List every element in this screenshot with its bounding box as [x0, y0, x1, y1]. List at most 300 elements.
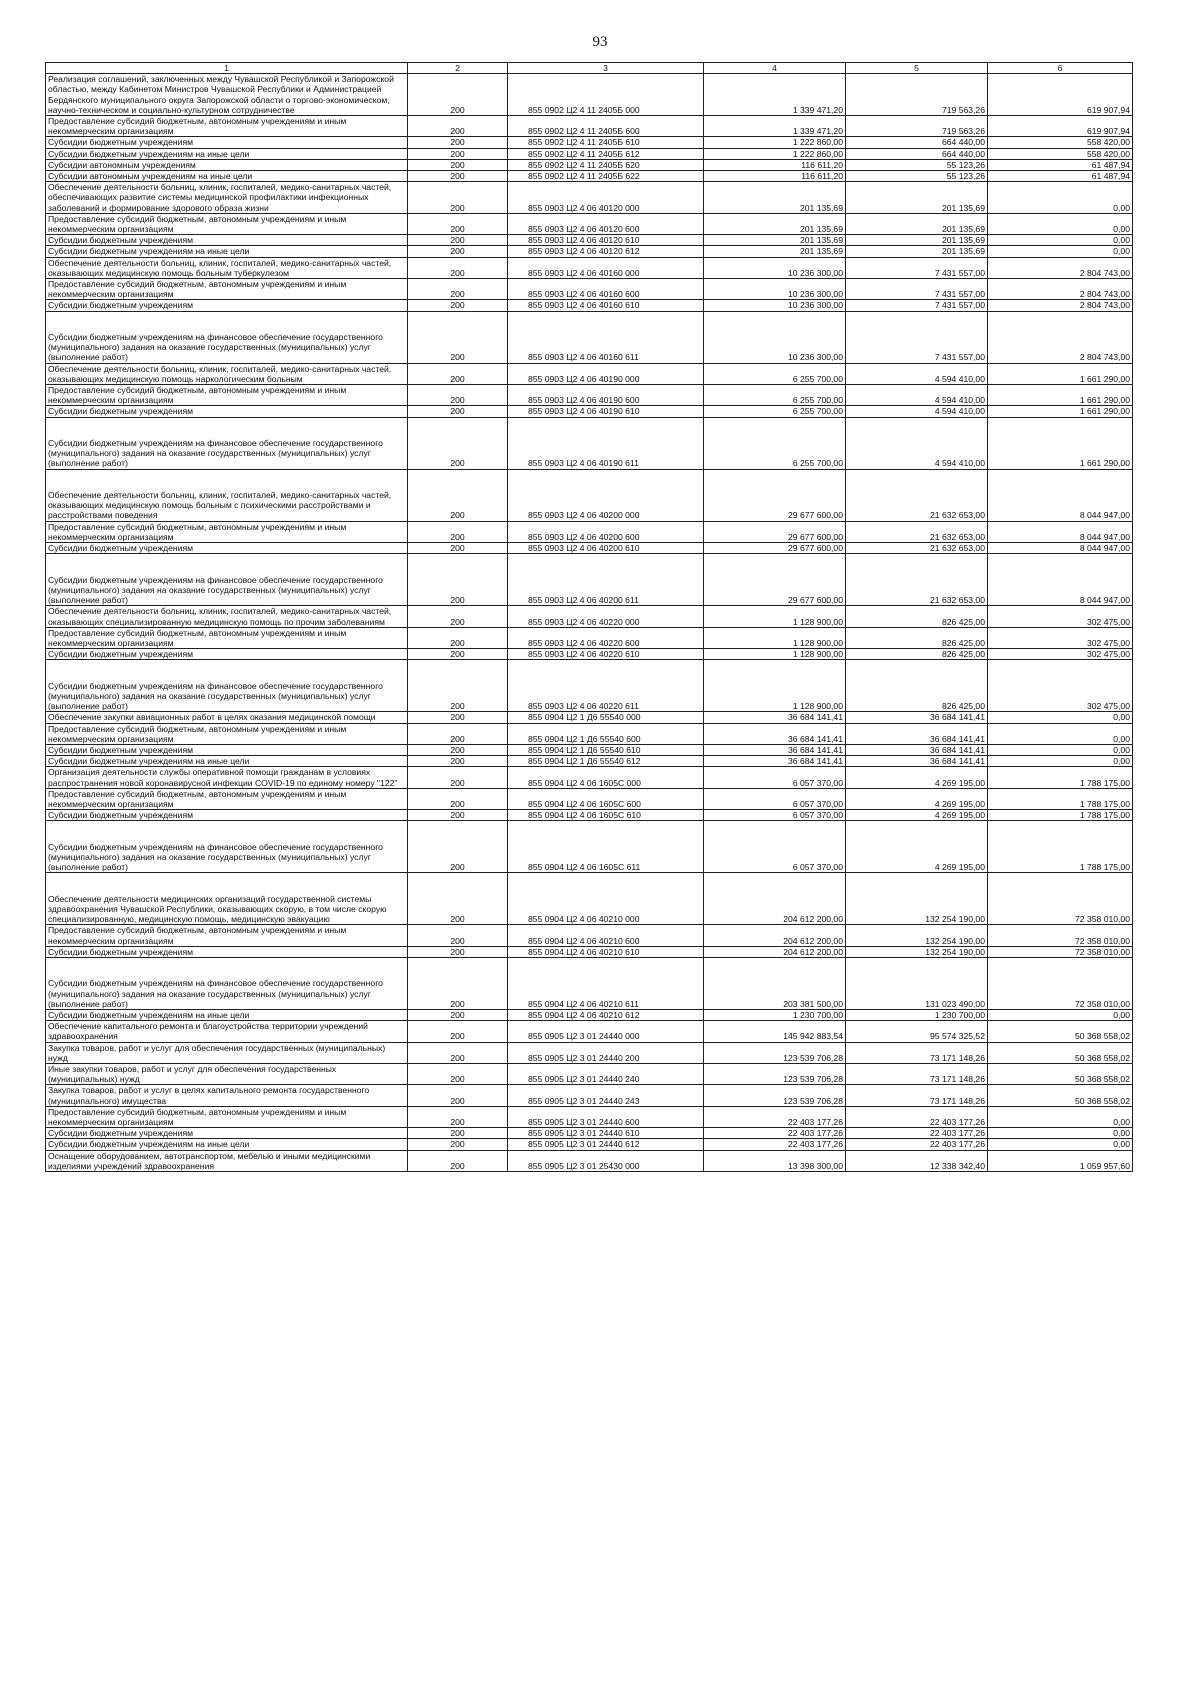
table-row: [46, 159, 1133, 170]
row-name-cell: Субсидии бюджетным учреждениям на финансовое обеспечение государственного (муниципального) задания на оказание государственных (муниципальных) услуг (выполнение работ): [46, 417, 408, 469]
row-name-cell: Предоставление субсидий бюджетным, автономным учреждениям и иным некоммерческим организациям: [46, 627, 408, 648]
row-code-cell: 200: [408, 406, 508, 417]
row-value-col6: 0,00: [988, 1009, 1133, 1020]
row-value-col5: 201 135,69: [846, 182, 988, 214]
row-name-cell: Организация деятельности службы оперативной помощи гражданам в условиях распространения новой коронавирусной инфекции COVID-19 по единому номеру "122": [46, 767, 408, 788]
row-value-col6: 302 475,00: [988, 627, 1133, 648]
table-row: [46, 311, 1133, 363]
row-name-cell: Предоставление субсидий бюджетным, автономным учреждениям и иным некоммерческим организациям: [46, 925, 408, 946]
row-code-cell: 200: [408, 116, 508, 137]
row-kbk-cell: 855 0905 Ц2 3 01 24440 600: [508, 1106, 704, 1127]
table-row: [46, 279, 1133, 300]
row-name-cell: Субсидии бюджетным учреждениям: [46, 300, 408, 311]
row-value-col4: 201 135,69: [704, 213, 846, 234]
row-value-col6: 2 804 743,00: [988, 311, 1133, 363]
row-name-cell: Предоставление субсидий бюджетным, автономным учреждениям и иным некоммерческим организациям: [46, 279, 408, 300]
row-name-cell: Предоставление субсидий бюджетным, автономным учреждениям и иным некоммерческим организациям: [46, 788, 408, 809]
table-row: [46, 1021, 1133, 1042]
row-code-cell: 200: [408, 606, 508, 627]
row-kbk-cell: 855 0903 Ц2 4 06 40120 612: [508, 246, 704, 257]
row-value-col4: 1 128 900,00: [704, 660, 846, 712]
row-value-col6: 8 044 947,00: [988, 543, 1133, 554]
row-value-col4: 36 684 141,41: [704, 712, 846, 723]
row-code-cell: 200: [408, 873, 508, 925]
row-code-cell: 200: [408, 171, 508, 182]
row-value-col4: 1 339 471,20: [704, 74, 846, 116]
row-value-col4: 1 230 700,00: [704, 1009, 846, 1020]
row-code-cell: 200: [408, 1150, 508, 1171]
table-row: [46, 1106, 1133, 1127]
row-value-col5: 132 254 190,00: [846, 925, 988, 946]
row-value-col4: 145 942 883,54: [704, 1021, 846, 1042]
row-value-col5: 826 425,00: [846, 606, 988, 627]
row-kbk-cell: 855 0902 Ц2 4 11 2405Б 610: [508, 137, 704, 148]
row-code-cell: 200: [408, 363, 508, 384]
row-value-col5: 21 632 653,00: [846, 554, 988, 606]
row-name-cell: Обеспечение деятельности больниц, клиник, госпиталей, медико-санитарных частей, оказывающих медицинскую помощь наркологическим больным: [46, 363, 408, 384]
row-kbk-cell: 855 0903 Ц2 4 06 40220 610: [508, 649, 704, 660]
row-name-cell: Субсидии бюджетным учреждениям: [46, 649, 408, 660]
row-value-col5: 1 230 700,00: [846, 1009, 988, 1020]
row-value-col5: 201 135,69: [846, 213, 988, 234]
table-row: [46, 712, 1133, 723]
table-row: [46, 182, 1133, 214]
table-row: [46, 74, 1133, 116]
row-name-cell: Субсидии бюджетным учреждениям на финансовое обеспечение государственного (муниципального) задания на оказание государственных (муниципальных) услуг (выполнение работ): [46, 957, 408, 1009]
row-value-col6: 1 788 175,00: [988, 821, 1133, 873]
row-name-cell: Закупка товаров, работ и услуг в целях капитального ремонта государственного (муниципального) имущества: [46, 1085, 408, 1106]
row-value-col5: 36 684 141,41: [846, 723, 988, 744]
row-value-col6: 50 368 558,02: [988, 1042, 1133, 1063]
row-value-col6: 0,00: [988, 246, 1133, 257]
row-kbk-cell: 855 0905 Ц2 3 01 24440 240: [508, 1063, 704, 1084]
header-col-4: 4: [704, 63, 846, 74]
table-row: [46, 1009, 1133, 1020]
row-value-col5: 4 269 195,00: [846, 821, 988, 873]
row-code-cell: 200: [408, 469, 508, 521]
row-value-col6: 1 788 175,00: [988, 788, 1133, 809]
row-name-cell: Субсидии бюджетным учреждениям на иные цели: [46, 246, 408, 257]
row-value-col5: 131 023 490,00: [846, 957, 988, 1009]
row-value-col6: 2 804 743,00: [988, 257, 1133, 278]
header-col-1: 1: [46, 63, 408, 74]
row-value-col5: 36 684 141,41: [846, 756, 988, 767]
row-value-col6: 0,00: [988, 1106, 1133, 1127]
row-value-col4: 6 057 370,00: [704, 810, 846, 821]
row-value-col6: 0,00: [988, 1139, 1133, 1150]
row-kbk-cell: 855 0902 Ц2 4 11 2405Б 620: [508, 159, 704, 170]
row-value-col5: 73 171 148,26: [846, 1063, 988, 1084]
row-kbk-cell: 855 0904 Ц2 4 06 40210 612: [508, 1009, 704, 1020]
row-value-col5: 7 431 557,00: [846, 257, 988, 278]
row-name-cell: Субсидии бюджетным учреждениям: [46, 810, 408, 821]
row-code-cell: 200: [408, 279, 508, 300]
row-kbk-cell: 855 0903 Ц2 4 06 40160 000: [508, 257, 704, 278]
row-value-col6: 72 358 010,00: [988, 925, 1133, 946]
row-code-cell: 200: [408, 137, 508, 148]
row-code-cell: 200: [408, 74, 508, 116]
table-row: [46, 1139, 1133, 1150]
table-row: [46, 417, 1133, 469]
header-col-6: 6: [988, 63, 1133, 74]
row-value-col4: 29 677 600,00: [704, 469, 846, 521]
row-value-col4: 29 677 600,00: [704, 521, 846, 542]
table-row: [46, 521, 1133, 542]
row-code-cell: 200: [408, 810, 508, 821]
row-value-col5: 22 403 177,26: [846, 1128, 988, 1139]
row-code-cell: 200: [408, 767, 508, 788]
row-code-cell: 200: [408, 300, 508, 311]
row-name-cell: Обеспечение деятельности медицинских организаций государственной системы здравоохранения Чувашской Республики, оказывающих скорую, в том числе скорую специализированную, медицинскую помощь, медицинскую эвакуацию: [46, 873, 408, 925]
row-value-col4: 6 057 370,00: [704, 821, 846, 873]
row-code-cell: 200: [408, 925, 508, 946]
row-name-cell: Оснащение оборудованием, автотранспортом, мебелью и иными медицинскими изделиями учреждений здравоохранения: [46, 1150, 408, 1171]
row-code-cell: 200: [408, 554, 508, 606]
table-row: [46, 1042, 1133, 1063]
row-value-col4: 116 611,20: [704, 171, 846, 182]
row-kbk-cell: 855 0902 Ц2 4 11 2405Б 000: [508, 74, 704, 116]
row-value-col5: 4 269 195,00: [846, 767, 988, 788]
row-value-col6: 0,00: [988, 182, 1133, 214]
row-value-col4: 123 539 706,28: [704, 1063, 846, 1084]
row-code-cell: 200: [408, 213, 508, 234]
row-name-cell: Субсидии бюджетным учреждениям на иные цели: [46, 756, 408, 767]
row-kbk-cell: 855 0905 Ц2 3 01 25430 000: [508, 1150, 704, 1171]
budget-table-container: [45, 62, 1132, 1172]
row-value-col4: 22 403 177,26: [704, 1128, 846, 1139]
table-row: [46, 756, 1133, 767]
row-kbk-cell: 855 0903 Ц2 4 06 40190 610: [508, 406, 704, 417]
row-kbk-cell: 855 0903 Ц2 4 06 40120 600: [508, 213, 704, 234]
row-value-col6: 8 044 947,00: [988, 554, 1133, 606]
row-value-col4: 204 612 200,00: [704, 925, 846, 946]
row-value-col4: 10 236 300,00: [704, 300, 846, 311]
row-kbk-cell: 855 0905 Ц2 3 01 24440 000: [508, 1021, 704, 1042]
page-number: 93: [592, 34, 608, 50]
row-code-cell: 200: [408, 627, 508, 648]
row-value-col4: 10 236 300,00: [704, 279, 846, 300]
table-row: [46, 627, 1133, 648]
row-value-col4: 6 255 700,00: [704, 363, 846, 384]
row-name-cell: Субсидии бюджетным учреждениям: [46, 543, 408, 554]
row-value-col6: 1 059 957,60: [988, 1150, 1133, 1171]
row-code-cell: 200: [408, 1009, 508, 1020]
row-name-cell: Субсидии бюджетным учреждениям: [46, 946, 408, 957]
row-kbk-cell: 855 0903 Ц2 4 06 40200 610: [508, 543, 704, 554]
row-value-col5: 4 269 195,00: [846, 810, 988, 821]
row-kbk-cell: 855 0903 Ц2 4 06 40200 000: [508, 469, 704, 521]
row-name-cell: Обеспечение закупки авиационных работ в целях оказания медицинской помощи: [46, 712, 408, 723]
row-value-col5: 7 431 557,00: [846, 311, 988, 363]
table-row: [46, 257, 1133, 278]
table-row: [46, 925, 1133, 946]
table-row: [46, 1128, 1133, 1139]
row-value-col5: 95 574 325,52: [846, 1021, 988, 1042]
row-value-col5: 22 403 177,26: [846, 1106, 988, 1127]
row-value-col5: 36 684 141,41: [846, 744, 988, 755]
table-row: [46, 246, 1133, 257]
row-value-col5: 12 338 342,40: [846, 1150, 988, 1171]
row-value-col6: 0,00: [988, 235, 1133, 246]
row-value-col6: 1 661 290,00: [988, 406, 1133, 417]
row-value-col6: 0,00: [988, 213, 1133, 234]
row-value-col5: 719 563,26: [846, 116, 988, 137]
row-name-cell: Субсидии автономным учреждениям на иные цели: [46, 171, 408, 182]
row-kbk-cell: 855 0904 Ц2 4 06 1605С 600: [508, 788, 704, 809]
row-value-col4: 201 135,69: [704, 246, 846, 257]
row-value-col5: 73 171 148,26: [846, 1042, 988, 1063]
row-kbk-cell: 855 0905 Ц2 3 01 24440 612: [508, 1139, 704, 1150]
row-value-col4: 116 611,20: [704, 159, 846, 170]
row-value-col5: 73 171 148,26: [846, 1085, 988, 1106]
row-name-cell: Субсидии бюджетным учреждениям на иные цели: [46, 1009, 408, 1020]
row-value-col4: 29 677 600,00: [704, 554, 846, 606]
row-value-col4: 10 236 300,00: [704, 257, 846, 278]
row-value-col6: 8 044 947,00: [988, 469, 1133, 521]
row-value-col4: 6 057 370,00: [704, 767, 846, 788]
row-value-col4: 36 684 141,41: [704, 744, 846, 755]
row-value-col4: 204 612 200,00: [704, 946, 846, 957]
row-value-col6: 1 788 175,00: [988, 810, 1133, 821]
table-row: [46, 1085, 1133, 1106]
row-value-col5: 132 254 190,00: [846, 946, 988, 957]
row-value-col5: 4 594 410,00: [846, 406, 988, 417]
row-name-cell: Субсидии автономным учреждениям: [46, 159, 408, 170]
row-code-cell: 200: [408, 159, 508, 170]
row-value-col6: 302 475,00: [988, 660, 1133, 712]
row-value-col6: 1 661 290,00: [988, 417, 1133, 469]
row-value-col6: 72 358 010,00: [988, 946, 1133, 957]
row-value-col6: 1 661 290,00: [988, 385, 1133, 406]
row-value-col6: 2 804 743,00: [988, 279, 1133, 300]
row-value-col5: 21 632 653,00: [846, 543, 988, 554]
table-row: [46, 788, 1133, 809]
table-row: [46, 767, 1133, 788]
row-name-cell: Предоставление субсидий бюджетным, автономным учреждениям и иным некоммерческим организациям: [46, 521, 408, 542]
table-row: [46, 821, 1133, 873]
row-value-col4: 6 057 370,00: [704, 788, 846, 809]
row-kbk-cell: 855 0903 Ц2 4 06 40190 611: [508, 417, 704, 469]
row-code-cell: 200: [408, 417, 508, 469]
row-value-col5: 201 135,69: [846, 246, 988, 257]
row-value-col6: 61 487,94: [988, 159, 1133, 170]
table-row: [46, 649, 1133, 660]
row-value-col5: 36 684 141,41: [846, 712, 988, 723]
row-value-col6: 72 358 010,00: [988, 957, 1133, 1009]
row-value-col6: 0,00: [988, 744, 1133, 755]
table-row: [46, 300, 1133, 311]
row-value-col4: 6 255 700,00: [704, 417, 846, 469]
table-row: [46, 873, 1133, 925]
row-name-cell: Обеспечение деятельности больниц, клиник, госпиталей, медико-санитарных частей, оказывающих специализированную медицинскую помощь по прочим заболеваниям: [46, 606, 408, 627]
row-value-col5: 826 425,00: [846, 649, 988, 660]
row-kbk-cell: 855 0903 Ц2 4 06 40160 611: [508, 311, 704, 363]
row-value-col4: 201 135,69: [704, 235, 846, 246]
table-row: [46, 137, 1133, 148]
row-value-col4: 36 684 141,41: [704, 723, 846, 744]
table-row: [46, 1063, 1133, 1084]
row-name-cell: Субсидии бюджетным учреждениям: [46, 235, 408, 246]
row-value-col4: 36 684 141,41: [704, 756, 846, 767]
row-value-col6: 50 368 558,02: [988, 1085, 1133, 1106]
row-code-cell: 200: [408, 660, 508, 712]
row-name-cell: Предоставление субсидий бюджетным, автономным учреждениям и иным некоммерческим организациям: [46, 385, 408, 406]
row-value-col5: 4 594 410,00: [846, 417, 988, 469]
row-code-cell: 200: [408, 1085, 508, 1106]
row-code-cell: 200: [408, 521, 508, 542]
table-row: [46, 406, 1133, 417]
row-kbk-cell: 855 0902 Ц2 4 11 2405Б 622: [508, 171, 704, 182]
row-kbk-cell: 855 0903 Ц2 4 06 40120 610: [508, 235, 704, 246]
row-name-cell: Субсидии бюджетным учреждениям: [46, 406, 408, 417]
row-value-col5: 719 563,26: [846, 74, 988, 116]
row-name-cell: Субсидии бюджетным учреждениям на иные цели: [46, 1139, 408, 1150]
table-row: [46, 148, 1133, 159]
row-value-col6: 302 475,00: [988, 649, 1133, 660]
row-code-cell: 200: [408, 311, 508, 363]
table-row: [46, 235, 1133, 246]
row-value-col6: 50 368 558,02: [988, 1063, 1133, 1084]
row-kbk-cell: 855 0904 Ц2 4 06 40210 611: [508, 957, 704, 1009]
row-code-cell: 200: [408, 946, 508, 957]
row-name-cell: Предоставление субсидий бюджетным, автономным учреждениям и иным некоммерческим организациям: [46, 1106, 408, 1127]
row-value-col4: 1 128 900,00: [704, 627, 846, 648]
row-value-col4: 22 403 177,26: [704, 1139, 846, 1150]
row-code-cell: 200: [408, 148, 508, 159]
row-kbk-cell: 855 0904 Ц2 4 06 1605С 000: [508, 767, 704, 788]
row-value-col4: 204 612 200,00: [704, 873, 846, 925]
row-kbk-cell: 855 0903 Ц2 4 06 40220 611: [508, 660, 704, 712]
row-code-cell: 200: [408, 756, 508, 767]
row-value-col5: 55 123,26: [846, 171, 988, 182]
row-value-col4: 13 398 300,00: [704, 1150, 846, 1171]
table-row: [46, 946, 1133, 957]
header-col-5: 5: [846, 63, 988, 74]
table-row: [46, 171, 1133, 182]
row-value-col5: 132 254 190,00: [846, 873, 988, 925]
row-code-cell: 200: [408, 1139, 508, 1150]
row-name-cell: Предоставление субсидий бюджетным, автономным учреждениям и иным некоммерческим организациям: [46, 213, 408, 234]
row-value-col4: 10 236 300,00: [704, 311, 846, 363]
row-name-cell: Субсидии бюджетным учреждениям на иные цели: [46, 148, 408, 159]
row-value-col4: 22 403 177,26: [704, 1106, 846, 1127]
row-kbk-cell: 855 0905 Ц2 3 01 24440 610: [508, 1128, 704, 1139]
row-value-col6: 8 044 947,00: [988, 521, 1133, 542]
row-name-cell: Обеспечение капитального ремонта и благоустройства территории учреждений здравоохранения: [46, 1021, 408, 1042]
row-name-cell: Предоставление субсидий бюджетным, автономным учреждениям и иным некоммерческим организациям: [46, 116, 408, 137]
row-value-col5: 826 425,00: [846, 627, 988, 648]
row-kbk-cell: 855 0903 Ц2 4 06 40160 600: [508, 279, 704, 300]
row-value-col4: 203 381 500,00: [704, 957, 846, 1009]
row-value-col4: 1 128 900,00: [704, 649, 846, 660]
row-name-cell: Субсидии бюджетным учреждениям: [46, 137, 408, 148]
row-code-cell: 200: [408, 182, 508, 214]
row-value-col4: 201 135,69: [704, 182, 846, 214]
row-code-cell: 200: [408, 957, 508, 1009]
row-code-cell: 200: [408, 1042, 508, 1063]
row-value-col6: 1 788 175,00: [988, 767, 1133, 788]
table-row: [46, 1150, 1133, 1171]
row-value-col6: 2 804 743,00: [988, 300, 1133, 311]
row-kbk-cell: 855 0903 Ц2 4 06 40200 600: [508, 521, 704, 542]
row-code-cell: 200: [408, 246, 508, 257]
row-value-col5: 21 632 653,00: [846, 469, 988, 521]
row-name-cell: Закупка товаров, работ и услуг для обеспечения государственных (муниципальных) нужд: [46, 1042, 408, 1063]
row-value-col6: 50 368 558,02: [988, 1021, 1133, 1042]
row-kbk-cell: 855 0905 Ц2 3 01 24440 200: [508, 1042, 704, 1063]
table-row: [46, 469, 1133, 521]
table-row: [46, 116, 1133, 137]
row-kbk-cell: 855 0903 Ц2 4 06 40200 611: [508, 554, 704, 606]
row-code-cell: 200: [408, 1128, 508, 1139]
row-kbk-cell: 855 0904 Ц2 4 06 40210 600: [508, 925, 704, 946]
row-kbk-cell: 855 0904 Ц2 1 Д6 55540 610: [508, 744, 704, 755]
row-kbk-cell: 855 0903 Ц2 4 06 40190 000: [508, 363, 704, 384]
row-value-col5: 7 431 557,00: [846, 300, 988, 311]
row-value-col5: 201 135,69: [846, 235, 988, 246]
row-name-cell: Субсидии бюджетным учреждениям: [46, 744, 408, 755]
row-code-cell: 200: [408, 257, 508, 278]
row-name-cell: Субсидии бюджетным учреждениям на финансовое обеспечение государственного (муниципального) задания на оказание государственных (муниципальных) услуг (выполнение работ): [46, 554, 408, 606]
row-name-cell: Субсидии бюджетным учреждениям на финансовое обеспечение государственного (муниципального) задания на оказание государственных (муниципальных) услуг (выполнение работ): [46, 660, 408, 712]
row-value-col6: 0,00: [988, 712, 1133, 723]
row-code-cell: 200: [408, 649, 508, 660]
row-value-col4: 1 339 471,20: [704, 116, 846, 137]
row-name-cell: Субсидии бюджетным учреждениям на финансовое обеспечение государственного (муниципального) задания на оказание государственных (муниципальных) услуг (выполнение работ): [46, 311, 408, 363]
table-row: [46, 660, 1133, 712]
row-kbk-cell: 855 0903 Ц2 4 06 40120 000: [508, 182, 704, 214]
row-value-col4: 6 255 700,00: [704, 385, 846, 406]
row-value-col6: 0,00: [988, 723, 1133, 744]
row-value-col4: 1 222 860,00: [704, 137, 846, 148]
row-kbk-cell: 855 0903 Ц2 4 06 40160 610: [508, 300, 704, 311]
table-row: [46, 543, 1133, 554]
table-row: [46, 385, 1133, 406]
row-kbk-cell: 855 0903 Ц2 4 06 40220 600: [508, 627, 704, 648]
row-value-col5: 664 440,00: [846, 148, 988, 159]
row-value-col5: 21 632 653,00: [846, 521, 988, 542]
row-value-col6: 1 661 290,00: [988, 363, 1133, 384]
row-kbk-cell: 855 0903 Ц2 4 06 40190 600: [508, 385, 704, 406]
row-value-col5: 55 123,26: [846, 159, 988, 170]
row-name-cell: Обеспечение деятельности больниц, клиник, госпиталей, медико-санитарных частей, обеспечивающих развитие системы медицинской профилактики инфекционных заболеваний и формирование здорового образа жизни: [46, 182, 408, 214]
row-code-cell: 200: [408, 1063, 508, 1084]
row-code-cell: 200: [408, 723, 508, 744]
row-value-col4: 6 255 700,00: [704, 406, 846, 417]
row-value-col5: 4 269 195,00: [846, 788, 988, 809]
row-code-cell: 200: [408, 788, 508, 809]
row-kbk-cell: 855 0904 Ц2 4 06 1605С 610: [508, 810, 704, 821]
row-value-col6: 0,00: [988, 756, 1133, 767]
row-value-col6: 61 487,94: [988, 171, 1133, 182]
row-value-col4: 123 539 706,28: [704, 1085, 846, 1106]
row-value-col6: 302 475,00: [988, 606, 1133, 627]
row-name-cell: Предоставление субсидий бюджетным, автономным учреждениям и иным некоммерческим организациям: [46, 723, 408, 744]
table-row: [46, 213, 1133, 234]
row-value-col6: 558 420,00: [988, 137, 1133, 148]
header-col-3: 3: [508, 63, 704, 74]
row-value-col4: 29 677 600,00: [704, 543, 846, 554]
row-kbk-cell: 855 0905 Ц2 3 01 24440 243: [508, 1085, 704, 1106]
table-row: [46, 554, 1133, 606]
row-name-cell: Обеспечение деятельности больниц, клиник, госпиталей, медико-санитарных частей, оказывающих медицинскую помощь больным с психическими расстройствами и расстройствами поведения: [46, 469, 408, 521]
row-value-col4: 1 128 900,00: [704, 606, 846, 627]
row-kbk-cell: 855 0904 Ц2 4 06 1605С 611: [508, 821, 704, 873]
row-value-col6: 72 358 010,00: [988, 873, 1133, 925]
row-code-cell: 200: [408, 821, 508, 873]
row-code-cell: 200: [408, 1021, 508, 1042]
row-kbk-cell: 855 0902 Ц2 4 11 2405Б 600: [508, 116, 704, 137]
